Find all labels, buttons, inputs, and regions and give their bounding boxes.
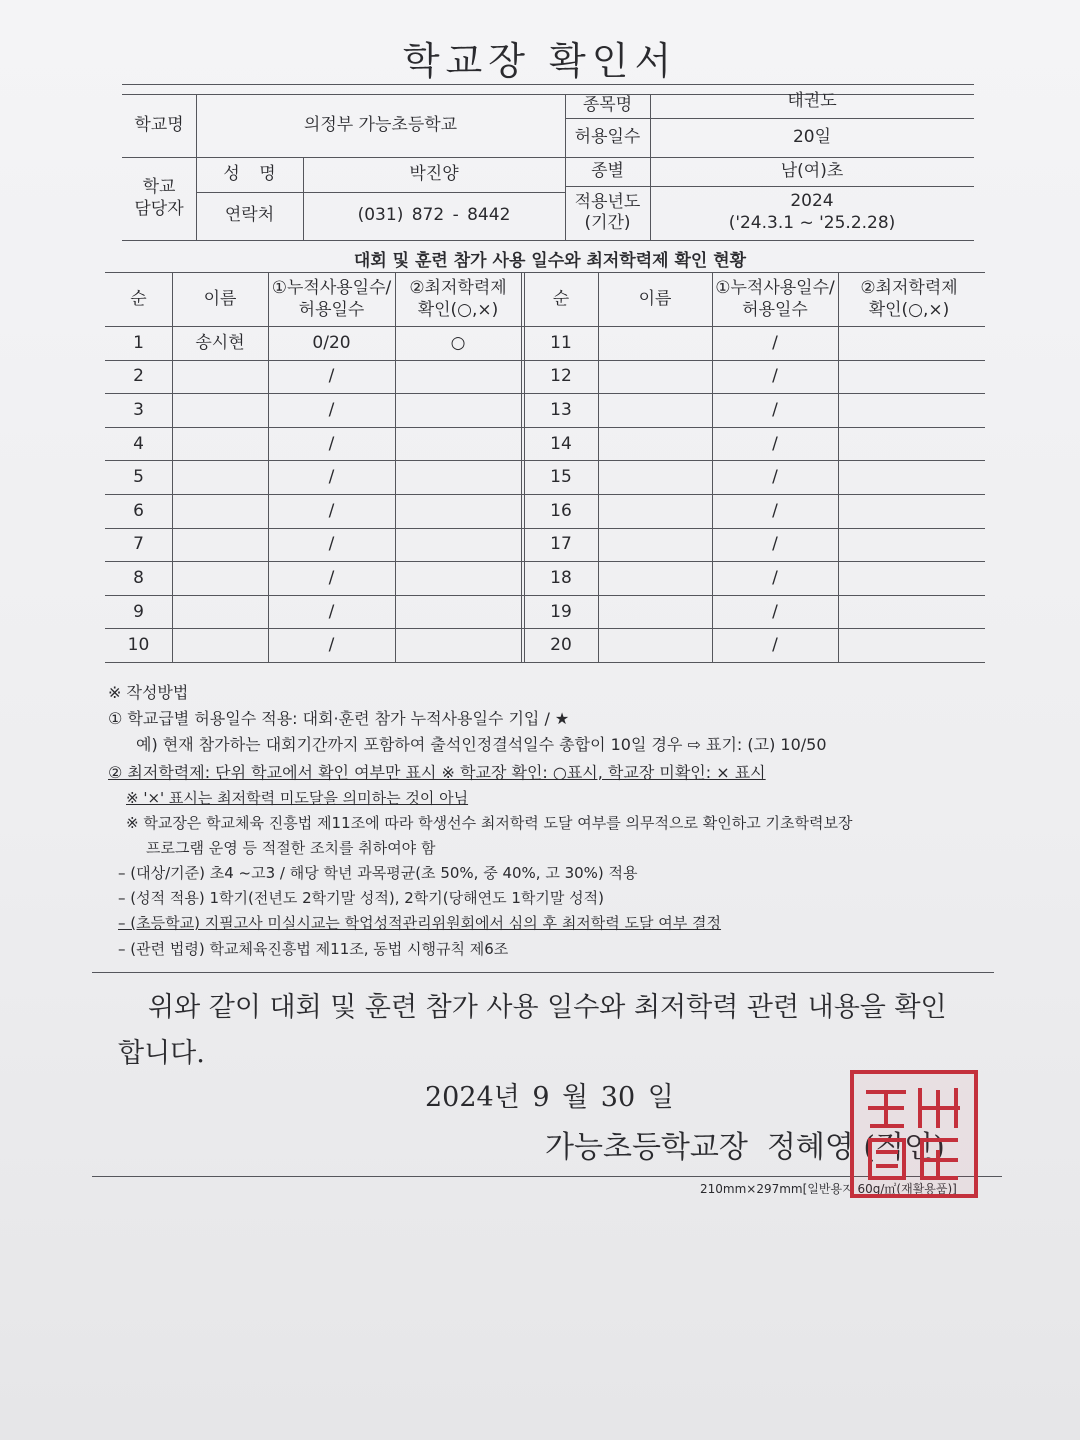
table-cell-days: /	[772, 332, 778, 353]
table-cell-no: 9	[133, 601, 144, 622]
table-cell-no: 10	[127, 635, 150, 656]
table-cell-no: 4	[133, 433, 144, 454]
table-cell-no: 20	[550, 635, 572, 656]
table-cell-days: /	[772, 433, 778, 454]
detail-3: – (초등학교) 지필고사 미실시교는 학업성적관리위원회에서 심의 후 최저학력 도달 여부 결정	[118, 914, 722, 932]
table-cell-no: 15	[550, 467, 572, 488]
table-cell-name	[172, 561, 268, 595]
contact-label: 연락처	[224, 205, 275, 226]
signer-name: 가능초등학교장 정혜영 (직인)	[545, 1130, 945, 1165]
table-cell-days: /	[772, 567, 778, 588]
table-cell-days: 0/20	[312, 332, 351, 353]
table-cell-name	[172, 360, 268, 394]
official-seal-stamp	[850, 1070, 978, 1198]
table-cell-name	[172, 393, 268, 427]
table-header-cell: ②최저학력제 확인(○,×)	[860, 277, 958, 320]
table-cell-name	[598, 360, 712, 394]
table-cell-days: /	[328, 366, 335, 387]
table-cell-name	[598, 528, 712, 562]
table-cell-name	[172, 528, 268, 562]
name-label: 성 명	[223, 163, 276, 184]
table-cell-no: 12	[550, 366, 572, 387]
table-cell-check	[395, 561, 521, 595]
table-cell-name: 송시현	[195, 332, 245, 353]
table-cell-check	[838, 460, 980, 494]
table-cell-no: 11	[550, 332, 572, 353]
note-2-sub-2-line-2: 프로그램 운영 등 적절한 조치를 취하여야 함	[146, 839, 436, 857]
table-cell-no: 8	[133, 567, 144, 588]
category-label: 종별	[591, 160, 624, 181]
table-cell-check	[395, 595, 521, 629]
confirmation-line-2: 합니다.	[118, 1038, 205, 1069]
table-cell-no: 1	[133, 332, 144, 353]
table-cell-check	[838, 393, 980, 427]
table-cell-no: 19	[550, 601, 572, 622]
table-cell-check	[395, 628, 521, 662]
rule	[92, 972, 994, 973]
table-cell-days: /	[772, 534, 778, 555]
period-value: ('24.3.1 ~ '25.2.28)	[728, 213, 896, 234]
table-cell-days: /	[328, 635, 335, 656]
table-cell-days: /	[772, 635, 778, 656]
note-2-sub-1: ※ '×' 표시는 최저학력 미도달을 의미하는 것이 아님	[126, 789, 469, 807]
table-cell-check	[395, 460, 521, 494]
table-cell-days: /	[328, 399, 335, 420]
table-cell-days: /	[328, 601, 335, 622]
note-1: ① 학교급별 허용일수 적용: 대회·훈련 참가 누적사용일수 기입 / ★	[108, 709, 570, 728]
table-cell-no: 6	[133, 500, 144, 521]
table-cell-check	[838, 360, 980, 394]
table-cell-check	[838, 494, 980, 528]
school-name: 의정부 가능초등학교	[303, 114, 458, 135]
year-value: 2024	[790, 191, 834, 212]
table-cell-no: 17	[550, 534, 572, 555]
table-cell-days: /	[328, 567, 335, 588]
table-cell-check	[395, 427, 521, 461]
allowed-days-value: 20일	[792, 126, 832, 147]
table-cell-check	[838, 427, 980, 461]
table-cell-name	[598, 393, 712, 427]
table-header-cell: 순	[552, 288, 570, 309]
table-cell-days: /	[328, 433, 335, 454]
paper-spec: 210mm×297mm[일반용지 60g/㎡(재활용품)]	[700, 1182, 957, 1196]
table-cell-name	[598, 427, 712, 461]
table-cell-check	[395, 393, 521, 427]
table-cell-no: 14	[550, 433, 572, 454]
event-label: 종목명	[582, 95, 633, 116]
table-cell-check	[838, 595, 980, 629]
table-cell-check	[395, 360, 521, 394]
detail-2: – (성적 적용) 1학기(전년도 2학기말 성적), 2학기(당해연도 1학기말 성적)	[118, 889, 604, 907]
table-header-cell: ①누적사용일수/ 허용일수	[715, 277, 835, 320]
table-cell-no: 13	[550, 399, 572, 420]
table-header-cell: 순	[130, 288, 147, 309]
note-2-sub-2-line-1: ※ 학교장은 학교체육 진흥법 제11조에 따라 학생선수 최저학력 도달 여부를 의무적으로 확인하고 기초학력보장	[126, 814, 853, 832]
table-cell-name	[172, 427, 268, 461]
contact-value: (031) 872 - 8442	[357, 205, 511, 226]
table-cell-check	[395, 494, 521, 528]
table-cell-days: /	[328, 467, 335, 488]
year-label: 적용년도 (기간)	[574, 191, 641, 233]
table-cell-check	[838, 628, 980, 662]
school-label: 학교명	[134, 114, 184, 135]
table-cell-name	[598, 326, 712, 360]
table-cell-check	[838, 528, 980, 562]
confirmation-line-1: 위와 같이 대회 및 훈련 참가 사용 일수와 최저학력 관련 내용을 확인	[148, 992, 947, 1023]
rule	[521, 272, 522, 662]
table-cell-no: 18	[550, 567, 572, 588]
event-value: 태권도	[787, 91, 837, 112]
table-cell-name	[598, 628, 712, 662]
document-title: 학교장 확인서	[402, 39, 678, 83]
table-cell-check	[838, 326, 980, 360]
table-cell-no: 3	[133, 399, 144, 420]
table-cell-days: /	[328, 500, 335, 521]
note-2: ② 최저학력제: 단위 학교에서 확인 여부만 표시 ※ 학교장 확인: ○표시, 학교장 미확인: × 표시	[108, 763, 766, 782]
rule	[105, 662, 985, 663]
table-cell-name	[172, 628, 268, 662]
confirmation-statement	[118, 985, 988, 1077]
rule	[122, 240, 974, 241]
allowed-days-label: 허용일수	[574, 126, 641, 147]
table-cell-name	[172, 595, 268, 629]
seal-glyph-icon	[858, 1078, 970, 1190]
table-header-cell: ②최저학력제 확인(○,×)	[409, 277, 507, 320]
table-cell-no: 2	[133, 366, 144, 387]
table-cell-no: 7	[133, 534, 144, 555]
table-cell-name	[598, 595, 712, 629]
table-header-cell: ①누적사용일수/ 허용일수	[271, 277, 392, 320]
rule	[122, 84, 974, 85]
table-cell-name	[172, 494, 268, 528]
table-cell-check: ○	[450, 332, 466, 353]
notes-heading: ※ 작성방법	[108, 683, 189, 702]
table-cell-days: /	[772, 467, 778, 488]
table-cell-days: /	[772, 399, 778, 420]
manager-label: 학교 담당자	[134, 177, 184, 219]
detail-4: – (관련 법령) 학교체육진흥법 제11조, 동법 시행규칙 제6조	[118, 940, 509, 958]
table-cell-no: 16	[550, 500, 572, 521]
table-cell-days: /	[772, 366, 778, 387]
table-cell-days: /	[772, 500, 778, 521]
table-header-cell: 이름	[203, 288, 237, 309]
table-cell-no: 5	[133, 467, 144, 488]
table-cell-name	[598, 561, 712, 595]
table-cell-days: /	[772, 601, 778, 622]
table-cell-check	[838, 561, 980, 595]
section-title: 대회 및 훈련 참가 사용 일수와 최저학력제 확인 현황	[353, 251, 747, 271]
table-cell-days: /	[328, 534, 335, 555]
table-cell-name	[172, 460, 268, 494]
table-cell-check	[395, 528, 521, 562]
category-value: 남(여)초	[780, 160, 844, 181]
detail-1: – (대상/기준) 초4 ~고3 / 해당 학년 과목평균(초 50%, 중 40%, 고 30%) 적용	[118, 864, 638, 882]
name-value: 박진양	[409, 163, 459, 184]
table-cell-name	[598, 460, 712, 494]
table-header-cell: 이름	[638, 288, 672, 309]
issue-date: 2024년 9 월 30 일	[425, 1082, 674, 1113]
note-1-example: 예) 현재 참가하는 대회기간까지 포함하여 출석인정결석일수 총합이 10일 경우 ⇨ 표기: (고) 10/50	[136, 735, 827, 754]
table-cell-name	[598, 494, 712, 528]
